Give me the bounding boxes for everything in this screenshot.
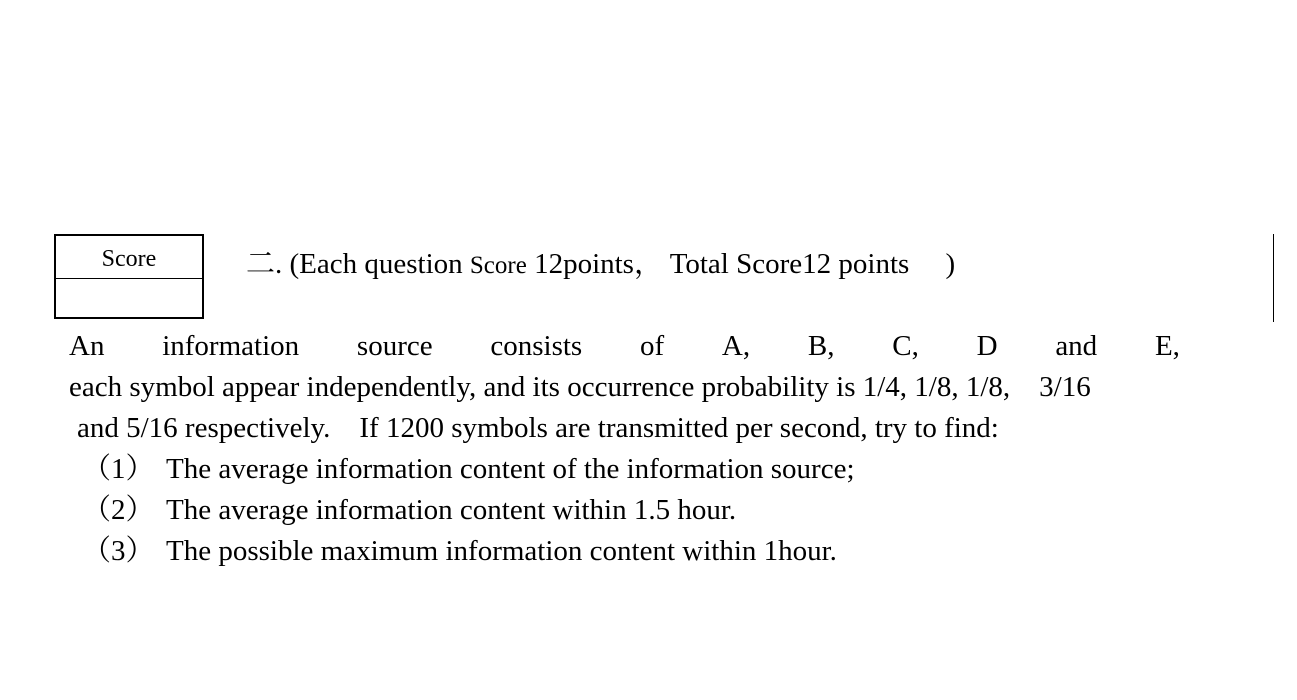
question-item	[82, 490, 736, 530]
problem-word: B,	[807, 330, 835, 362]
section-points: 12points， Total Score12 points )	[526, 248, 956, 280]
question-number: （3）	[82, 535, 155, 567]
question-item	[82, 531, 837, 571]
score-label: Score	[56, 236, 202, 279]
section-prefix: 二. (Each question	[246, 248, 470, 280]
section-header	[246, 244, 955, 286]
problem-word: E,	[1154, 330, 1180, 362]
problem-word: D	[976, 330, 998, 362]
problem-word: C,	[892, 330, 919, 362]
question-item	[82, 449, 855, 489]
right-margin-rule	[1273, 234, 1274, 322]
problem-line-3: and 5/16 respectively. If 1200 symbols are transmitted per second, try to find:	[77, 412, 999, 444]
problem-word: consists	[490, 330, 583, 362]
question-number: （1）	[82, 453, 155, 485]
problem-word: and	[1055, 330, 1098, 362]
score-box	[54, 234, 204, 319]
question-text: The possible maximum information content within 1hour.	[166, 535, 837, 567]
question-text: The average information content of the information source;	[166, 453, 855, 485]
problem-word: of	[639, 330, 665, 362]
problem-line-1	[69, 326, 1180, 366]
problem-word: A,	[721, 330, 751, 362]
problem-word: information	[162, 330, 300, 362]
question-number: （2）	[82, 494, 155, 526]
problem-line-2: each symbol appear independently, and its occurrence probability is 1/4, 1/8, 1/8, 3/16	[69, 371, 1091, 403]
problem-word: source	[356, 330, 433, 362]
question-text: The average information content within 1.5 hour.	[166, 494, 737, 526]
problem-word: An	[69, 330, 105, 362]
section-score-word: Score	[469, 252, 527, 279]
